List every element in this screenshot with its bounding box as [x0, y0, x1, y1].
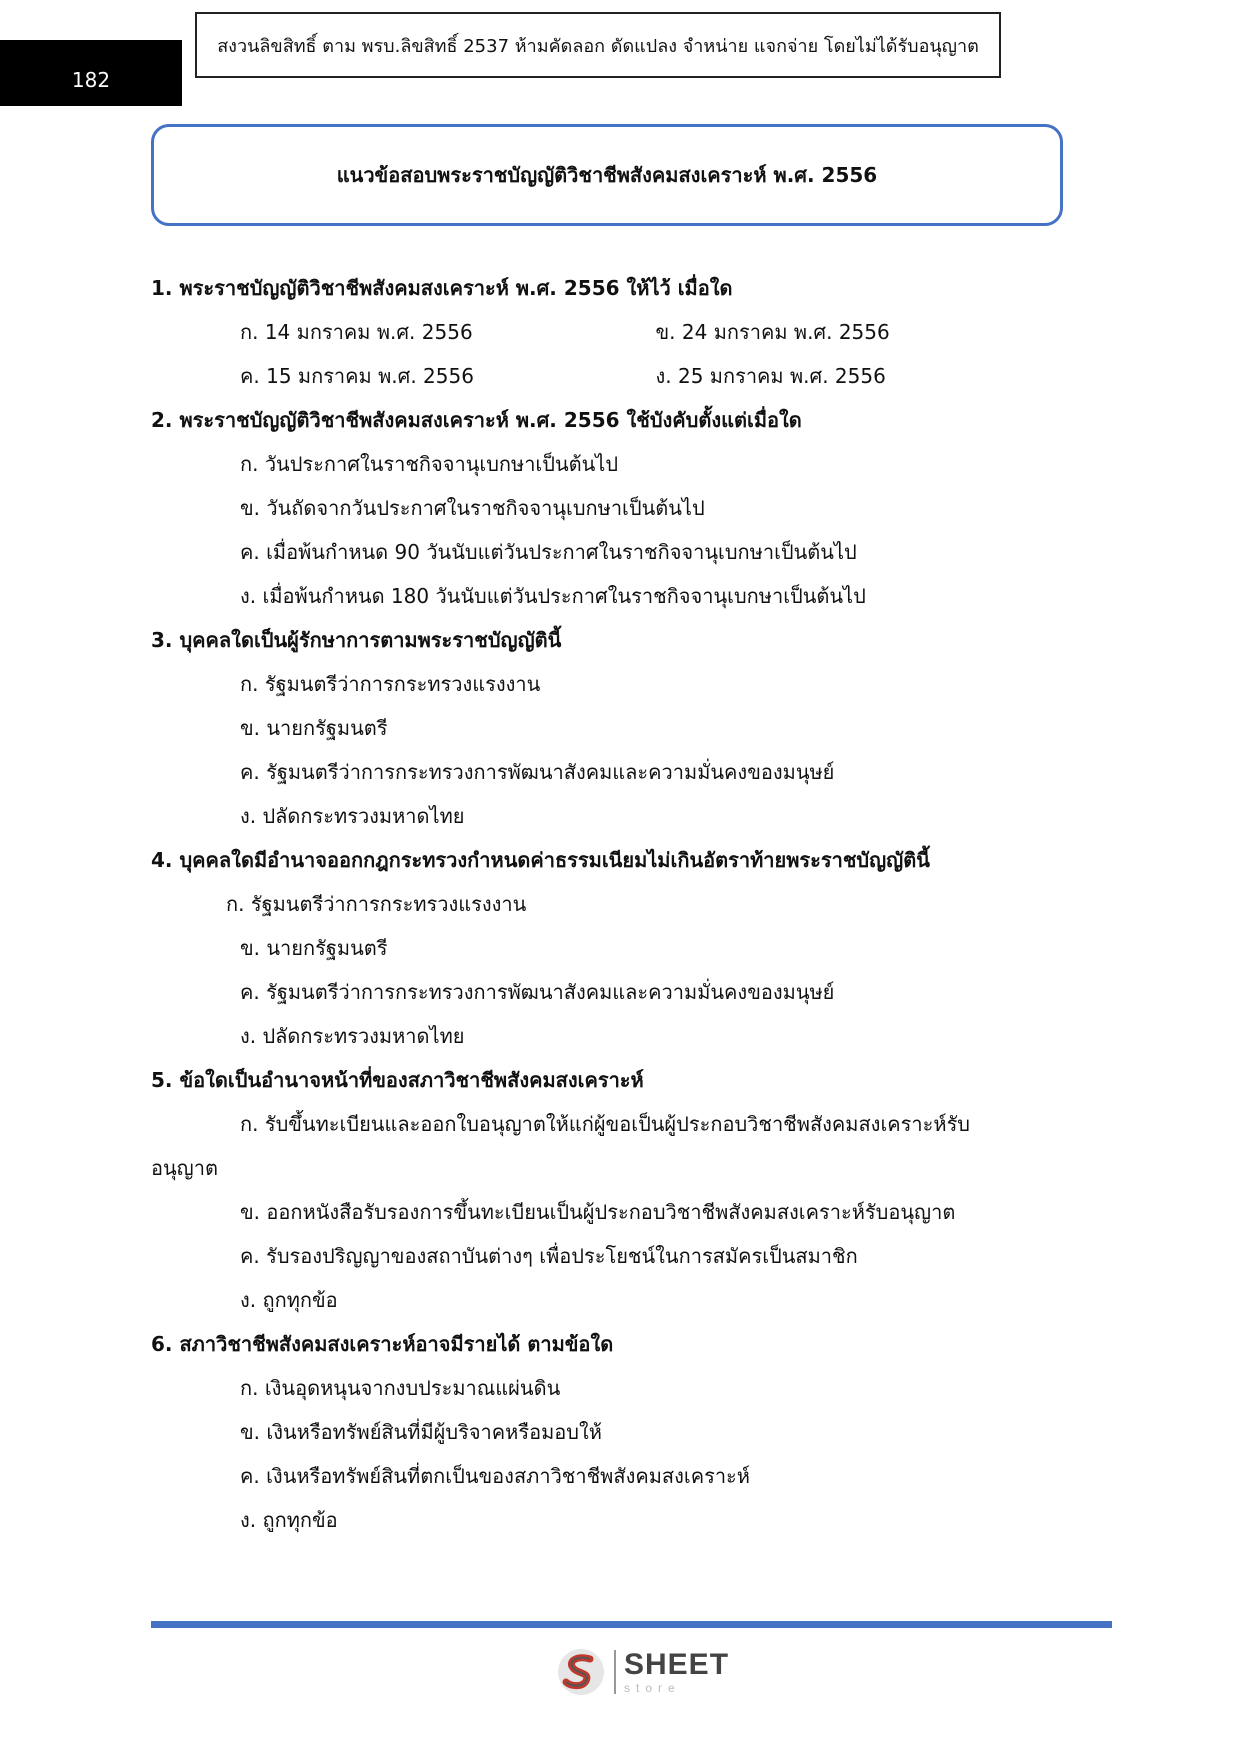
option: ข. 24 มกราคม พ.ศ. 2556 — [655, 320, 890, 344]
question-4: 4. บุคคลใดมีอำนาจออกกฎกระทรวงกำหนดค่าธรรมเนียมไม่เกินอัตราท้ายพระราชบัญญัตินี้ — [151, 848, 930, 872]
option: ง. ถูกทุกข้อ — [240, 1288, 338, 1312]
page-title: แนวข้อสอบพระราชบัญญัติวิชาชีพสังคมสงเคราะห์ พ.ศ. 2556 — [151, 124, 1063, 226]
question-6: 6. สภาวิชาชีพสังคมสงเคราะห์อาจมีรายได้ ตามข้อใด — [151, 1332, 614, 1356]
option: ก. วันประกาศในราชกิจจานุเบกษาเป็นต้นไป — [240, 452, 619, 476]
option: ข. ออกหนังสือรับรองการขึ้นทะเบียนเป็นผู้ประกอบวิชาชีพสังคมสงเคราะห์รับอนุญาต — [240, 1200, 956, 1224]
sheet-logo-icon — [556, 1647, 606, 1697]
question-list — [151, 266, 1071, 1542]
option: ค. เมื่อพ้นกำหนด 90 วันนับแต่วันประกาศในราชกิจจานุเบกษาเป็นต้นไป — [240, 540, 857, 564]
option: ค. 15 มกราคม พ.ศ. 2556 — [240, 364, 474, 388]
option: ค. รัฐมนตรีว่าการกระทรวงการพัฒนาสังคมและความมั่นคงของมนุษย์ — [240, 980, 835, 1004]
logo-word: SHEET — [624, 1648, 730, 1681]
option: ข. เงินหรือทรัพย์สินที่มีผู้บริจาคหรือมอบให้ — [240, 1420, 602, 1444]
question-1-options-row-2 — [151, 354, 1071, 398]
logo-separator — [614, 1650, 616, 1694]
question-1-options-row-1 — [151, 310, 1071, 354]
option: ง. ถูกทุกข้อ — [240, 1508, 338, 1532]
page-number: 182 — [0, 40, 182, 106]
question-5: 5. ข้อใดเป็นอำนาจหน้าที่ของสภาวิชาชีพสังคมสงเคราะห์ — [151, 1068, 644, 1092]
option: ค. เงินหรือทรัพย์สินที่ตกเป็นของสภาวิชาชีพสังคมสงเคราะห์ — [240, 1464, 750, 1488]
option: ค. รับรองปริญญาของสถาบันต่างๆ เพื่อประโยชน์ในการสมัครเป็นสมาชิก — [240, 1244, 858, 1268]
option: ก. เงินอุดหนุนจากงบประมาณแผ่นดิน — [240, 1376, 561, 1400]
question-1: 1. พระราชบัญญัติวิชาชีพสังคมสงเคราะห์ พ.ศ. 2556 ให้ไว้ เมื่อใด — [151, 276, 733, 300]
question-3: 3. บุคคลใดเป็นผู้รักษาการตามพระราชบัญญัตินี้ — [151, 628, 562, 652]
option: ข. วันถัดจากวันประกาศในราชกิจจานุเบกษาเป็นต้นไป — [240, 496, 705, 520]
option: ง. ปลัดกระทรวงมหาดไทย — [240, 804, 465, 828]
option: ง. เมื่อพ้นกำหนด 180 วันนับแต่วันประกาศในราชกิจจานุเบกษาเป็นต้นไป — [240, 584, 866, 608]
option: ข. นายกรัฐมนตรี — [240, 716, 388, 740]
option: ข. นายกรัฐมนตรี — [240, 936, 388, 960]
logo-text — [624, 1650, 729, 1694]
option: ก. รับขึ้นทะเบียนและออกใบอนุญาตให้แก่ผู้ขอเป็นผู้ประกอบวิชาชีพสังคมสงเคราะห์รับ — [240, 1112, 970, 1136]
option: ก. 14 มกราคม พ.ศ. 2556 — [240, 320, 473, 344]
option-continuation: อนุญาต — [151, 1156, 218, 1180]
sheet-store-logo — [556, 1644, 729, 1700]
logo-sub: store — [624, 1681, 681, 1695]
option: ก. รัฐมนตรีว่าการกระทรวงแรงงาน — [226, 892, 527, 916]
option: ก. รัฐมนตรีว่าการกระทรวงแรงงาน — [240, 672, 541, 696]
footer-divider — [151, 1621, 1112, 1628]
option: ค. รัฐมนตรีว่าการกระทรวงการพัฒนาสังคมและความมั่นคงของมนุษย์ — [240, 760, 835, 784]
copyright-notice: สงวนลิขสิทธิ์ ตาม พรบ.ลิขสิทธิ์ 2537 ห้ามคัดลอก ดัดแปลง จำหน่าย แจกจ่าย โดยไม่ได้รับอนุญาต — [195, 12, 1001, 78]
question-2: 2. พระราชบัญญัติวิชาชีพสังคมสงเคราะห์ พ.ศ. 2556 ใช้บังคับตั้งแต่เมื่อใด — [151, 408, 802, 432]
option: ง. ปลัดกระทรวงมหาดไทย — [240, 1024, 465, 1048]
option: ง. 25 มกราคม พ.ศ. 2556 — [655, 364, 886, 388]
